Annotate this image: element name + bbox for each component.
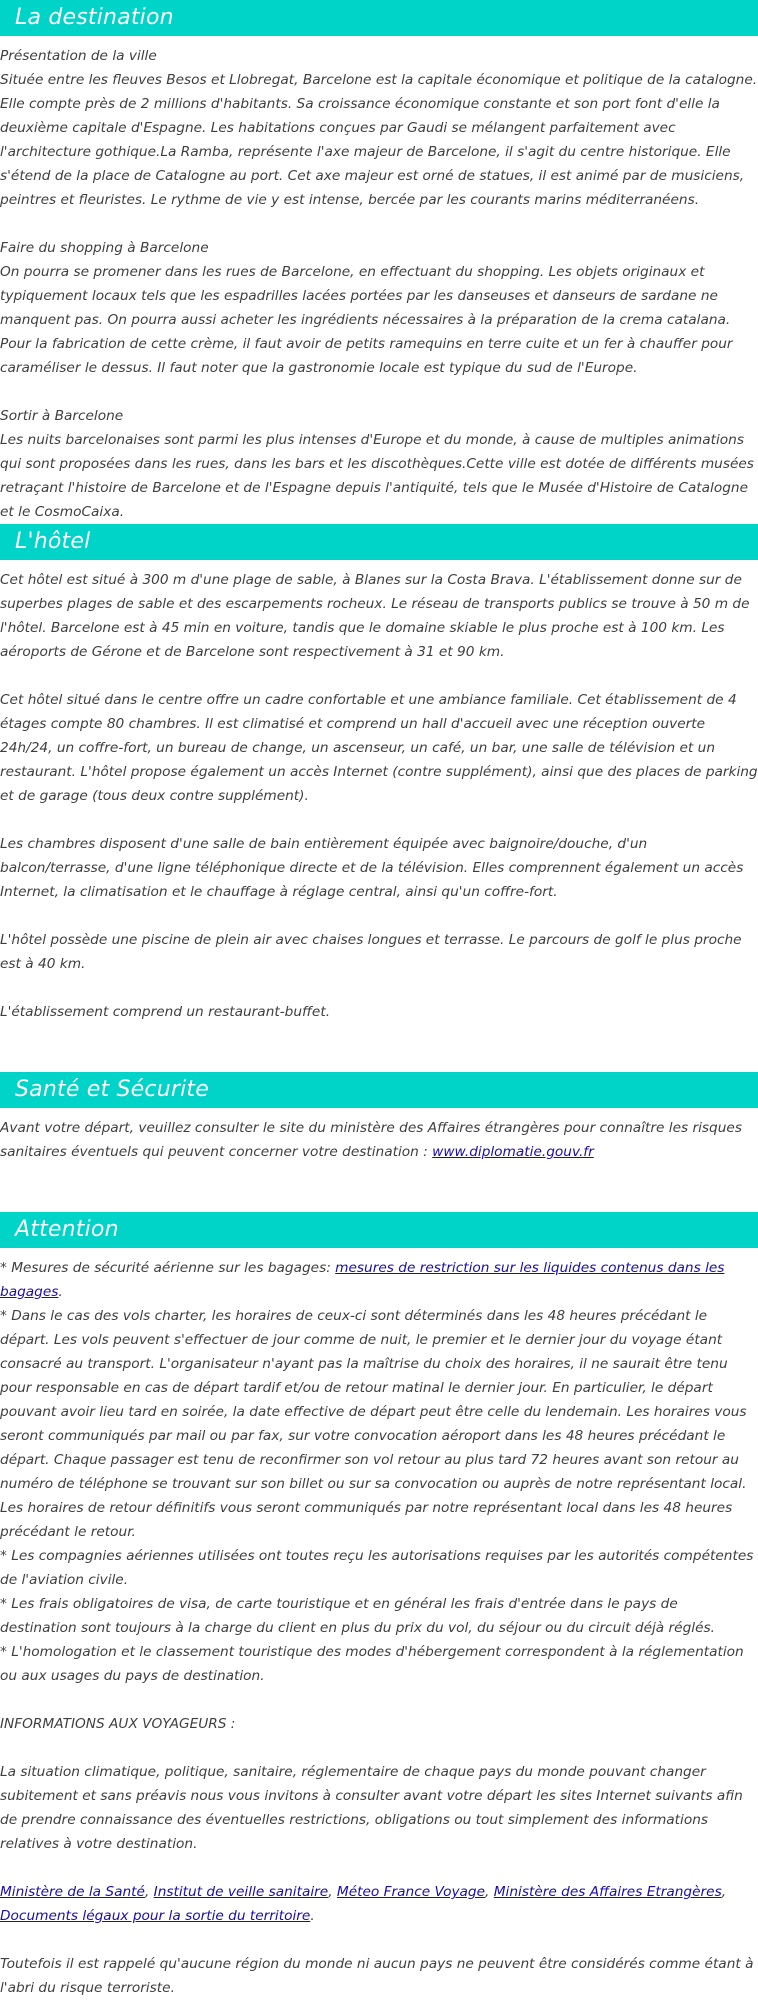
shopping-heading: Faire du shopping à Barcelone [0, 240, 209, 256]
bagages-restriction-link[interactable]: mesures de restriction sur les liquides contenus dans les bagages [0, 1260, 725, 1300]
bagages-prefix: * Mesures de sécurité aérienne sur les bagages: [0, 1260, 336, 1276]
destination-content [0, 36, 758, 524]
sante-section-header: Santé et Sécurite [0, 1072, 758, 1108]
sante-text [0, 1116, 758, 1164]
presentation-text: Située entre les fleuves Besos et Llobregat, Barcelone est la capitale économique et politique de la catalogne. Elle compte près de 2 millions d'habitants. Sa croissance économique constante et son port font d'elle la deuxième capitale d'Espagne. Les habitations conçues par Gaudi se mélangent parfaitement avec l'architecture gothique.La Ramba, représente l'axe majeur de Barcelone, il s'agit du centre historique. Elle s'étend de la place de Catalogne au port. Cet axe majeur est orné de statues, il est animé par de musiciens, peintres et fleuristes. Le rythme de vie y est intense, bercée par les courants marins méditerranéens. [0, 72, 758, 208]
homologation-notice: * L'homologation et le classement touristique des modes d'hébergement correspondent à la réglementation ou aux usages du pays de destination. [0, 1644, 744, 1684]
hotel-paragraph: Cet hôtel est situé à 300 m d'une plage de sable, à Blanes sur la Costa Brava. L'établissement donne sur de superbes plages de sable et des escarpements rocheux. Le réseau de transports publics se trouve à 50 m de l'hôtel. Barcelone est à 45 min en voiture, tandis que le domaine skiable le plus proche est à 100 km. Les aéroports de Gérone et de Barcelone sont respectivement à 31 et 90 km. [0, 572, 750, 660]
hotel-section-header: L'hôtel [0, 524, 758, 560]
attention-section-header: Attention [0, 1212, 758, 1248]
affaires-etrangeres-link[interactable]: Ministère des Affaires Etrangères [493, 1884, 722, 1900]
bagages-notice [0, 1256, 758, 1304]
hotel-paragraph: Cet hôtel situé dans le centre offre un cadre confortable et une ambiance familiale. Cet établissement de 4 étages compte 80 chambres. Il est climatisé et comprend un hall d'accueil avec une réception ouverte 24h/24, un coffre-fort, un bureau de change, un ascenseur, un café, un bar, une salle de télévision et un restaurant. L'hôtel propose également un accès Internet (contre supplément), ainsi que des places de parking et de garage (tous deux contre supplément). [0, 692, 758, 804]
sortir-text: Les nuits barcelonaises sont parmi les plus intenses d'Europe et du monde, à cause de multiples animations qui sont proposées dans les rues, dans les bars et les discothèques.Cette ville est dotée de différents musées retraçant l'histoire de Barcelone et de l'Espagne depuis l'antiquité, tels que le Musée d'Histoire de Catalogne et le CosmoCaixa. [0, 432, 754, 520]
hotel-paragraph: L'établissement comprend un restaurant-buffet. [0, 1004, 331, 1020]
meteo-france-link[interactable]: Méteo France Voyage [336, 1884, 486, 1900]
hotel-paragraph: L'hôtel possède une piscine de plein air avec chaises longues et terrasse. Le parcours de golf le plus proche est à 40 km. [0, 932, 742, 972]
shopping-text: On pourra se promener dans les rues de Barcelone, en effectuant du shopping. Les objets originaux et typiquement locaux tels que les espadrilles lacées portées par les danseuses et danseurs de sardane ne manquent pas. On pourra aussi acheter les ingrédients nécessaires à la préparation de la crema catalana. Pour la fabrication de cette crème, il faut avoir de petits ramequins en terre cuite et un fer à chauffer pour caraméliser le dessus. Il faut noter que la gastronomie locale est typique du sud de l'Europe. [0, 264, 733, 376]
link-end: . [310, 1908, 315, 1924]
presentation-heading: Présentation de la ville [0, 48, 157, 64]
link-separator: , [721, 1884, 727, 1900]
destination-section-header: La destination [0, 0, 758, 36]
ministere-sante-link[interactable]: Ministère de la Santé [0, 1884, 145, 1900]
diplomatie-link[interactable]: www.diplomatie.gouv.fr [432, 1144, 594, 1160]
terror-notice: Toutefois il est rappelé qu'aucune région du monde ni aucun pays ne peuvent être considérés comme étant à l'abri du risque terroriste. [0, 1956, 754, 1996]
frais-notice: * Les frais obligatoires de visa, de carte touristique et en général les frais d'entrée dans le pays de destination sont toujours à la charge du client en plus du prix du vol, du séjour ou du circuit déjà réglés. [0, 1596, 715, 1636]
hotel-content [0, 560, 758, 1072]
info-links [0, 1880, 758, 1928]
compagnies-notice: * Les compagnies aériennes utilisées ont toutes reçu les autorisations requises par les autorités compétentes de l'aviation civile. [0, 1548, 754, 1588]
link-separator: , [144, 1884, 154, 1900]
veille-sanitaire-link[interactable]: Institut de veille sanitaire [153, 1884, 329, 1900]
sante-content [0, 1108, 758, 1212]
info-voyageurs-text: La situation climatique, politique, sanitaire, réglementaire de chaque pays du monde pouvant changer subitement et sans préavis nous vous invitons à consulter avant votre départ les sites Internet suivants afin de prendre connaissance des éventuelles restrictions, obligations ou tout simplement des informations relatives à votre destination. [0, 1764, 743, 1852]
attention-content [0, 1248, 758, 2000]
link-separator: , [328, 1884, 337, 1900]
info-voyageurs-heading: INFORMATIONS AUX VOYAGEURS : [0, 1716, 236, 1732]
hotel-paragraph: Les chambres disposent d'une salle de bain entièrement équipée avec baignoire/douche, d'un balcon/terrasse, d'une ligne téléphonique directe et de la télévision. Elles comprennent également un accès Internet, la climatisation et le chauffage à réglage central, ainsi qu'un coffre-fort. [0, 836, 744, 900]
charter-notice: * Dans le cas des vols charter, les horaires de ceux-ci sont déterminés dans les 48 heures précédant le départ. Les vols peuvent s'effectuer de jour comme de nuit, le premier et le dernier jour du voyage étant consacré au transport. L'organisateur n'ayant pas la maîtrise du choix des horaires, il ne saurait être tenu pour responsable en cas de départ tardif et/ou de retour matinal le dernier jour. En particulier, le départ pouvant avoir lieu tard en soirée, la date effective de départ peut être celle du lendemain. Les horaires vous seront communiqués par mail ou par fax, sur votre convocation aéroport dans les 48 heures précédant le départ. Chaque passager est tenu de reconfirmer son vol retour au plus tard 72 heures avant son retour au numéro de téléphone se trouvant sur son billet ou sur sa convocation ou auprès de notre représentant local. Les horaires de retour définitifs vous seront communiqués par notre représentant local dans les 48 heures précédant le retour. [0, 1308, 747, 1540]
sortir-heading: Sortir à Barcelone [0, 408, 124, 424]
sante-text-body: Avant votre départ, veuillez consulter le site du ministère des Affaires étrangères pour connaître les risques sanitaires éventuels qui peuvent concerner votre destination : [0, 1120, 742, 1160]
documents-legaux-link[interactable]: Documents légaux pour la sortie du territoire [0, 1908, 311, 1924]
bagages-suffix: . [58, 1284, 63, 1300]
link-separator: , [485, 1884, 494, 1900]
